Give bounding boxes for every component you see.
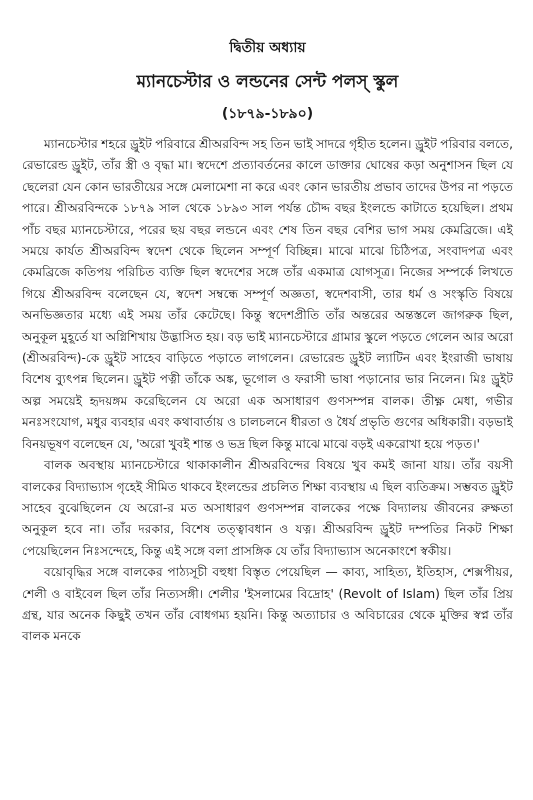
chapter-title: ম্যানচেস্টার ও লন্ডনের সেন্ট পলস্ স্কুল (136, 72, 399, 92)
paragraph-2: বালক অবস্থায় ম্যানচেস্টারে থাকাকালীন শ্রীঅরবিন্দের বিষয়ে খুব কমই জানা যায়। তাঁর বয়সী বালকের বিদ্যাভ্যাস গৃহেই সীমিত থাকবে ইংলন্ডের প্রচলিত শিক্ষা ব্যবস্থায় এ ছিল ব্যতিক্রম। সম্ভবত ড্রুইট সাহেব বুঝেছিলেন যে অরো-র মত অসাধারণ গুণসম্পন্ন বালকের পক্ষে বিদ্যালয় জীবনের রুক্ষতা অনুকূল হবে না। তাঁর দরকার, বিশেষ তত্ত্বাবধান ও যত্ন। শ্রীঅরবিন্দ ড্রুইট দম্পতির নিকট শিক্ষা পেয়েছিলেন নিঃসন্দেহে, কিন্তু এই সঙ্গে বলা প্রাসঙ্গিক যে তাঁর বিদ্যাভ্যাস অনেকাংশে স্বকীয়। (22, 458, 513, 558)
paragraph-1: ম্যানচেস্টার শহরে ড্রুইট পরিবারে শ্রীঅরবিন্দ সহ তিন ভাই সাদরে গৃহীত হলেন। ড্রুইট পরিবার বলতে, রেভারেন্ড ড্রুইট, তাঁর স্ত্রী ও বৃদ্ধা মা। স্বদেশে প্রত্যাবর্তনের কালে ডাক্তার ঘোষের কড়া অনুশাসন ছিল যে ছেলেরা যেন কোন ভারতীয়ের সঙ্গে মেলামেশা না করে এবং কোন ভারতীয় প্রভাব তাদের উপর না পড়তে পারে। শ্রীঅরবিন্দকে ১৮৭৯ সাল থেকে ১৮৯৩ সাল পর্যন্ত চৌদ্দ বছর ইংলন্ডে কাটাতে হয়েছিল। প্রথম পাঁচ বছর ম্যানচেস্টারে, পরের ছয় বছর লন্ডনে এবং শেষ তিন বছর বেশির ভাগ সময় কেমব্রিজে। এই সময়ে কার্যত শ্রীঅরবিন্দ স্বদেশ থেকে ছিলেন সম্পূর্ণ বিচ্ছিন্ন। মাঝে মাঝে চিঠিপত্র, সংবাদপত্র এবং কেমব্রিজে কতিপয় পরিচিত ব্যক্তি ছিল স্বদেশের সঙ্গে তাঁর একমাত্র যোগসূত্র। নিজের সম্পর্কে লিখতে গিয়ে শ্রীঅরবিন্দ বলেছেন যে, স্বদেশ সম্বন্ধে সম্পূর্ণ অজ্ঞতা, স্বদেশবাসী, তার ধর্ম ও সংস্কৃতি বিষয়ে অনভিজ্ঞতার মধ্যে এই সময় তাঁর কেটেছে। কিন্তু স্বদেশপ্রীতি তাঁর অন্তরের অন্তস্তলে জাগরুক ছিল, অনুকূল মুহূর্তে যা অগ্নিশিখায় উদ্ভাসিত হয়। বড় ভাই ম্যানচেস্টারে গ্রামার স্কুলে পড়তে গেলেন আর অরো (শ্রীঅরবিন্দ)-কে ড্রুইট সাহেব বাড়িতে পড়াতে লাগলেন। রেভারেন্ড ড্রুইট ল্যাটিন এবং ইংরাজী ভাষায় বিশেষ ব্যুৎপন্ন ছিলেন। ড্রুইট পত্নী তাঁকে অঙ্ক, ভূগোল ও ফরাসী ভাষা পড়ানোর ভার নিলেন। মিঃ ড্রুইট অল্প সময়েই হৃদয়ঙ্গম করেছিলেন যে অরো এক অসাধারণ গুণসম্পন্ন বালক। তীক্ষ্ণ মেধা, গভীর মনঃসংযোগ, মধুর ব্যবহার এবং কথাবার্তায় ও চালচলনে ধীরতা ও ধৈর্য প্রভৃতি গুণের অধিকারী। বড়ভাই বিনয়ভূষণ বলেছেন যে, 'অরো খুবই শান্ত ও ভদ্র ছিল কিন্তু মাঝে মাঝে বড়ই একরোখা হয়ে পড়ত।' (22, 137, 513, 451)
year-range: (১৮৭৯-১৮৯০) (221, 106, 314, 122)
chapter-heading: দ্বিতীয় অধ্যায় (229, 40, 306, 56)
paragraph-3: বয়োবৃদ্ধির সঙ্গে বালকের পাঠ্যসূচী বহুধা বিস্তৃত পেয়েছিল — কাব্য, সাহিত্য, ইতিহাস, শেক্সপীয়র, শেলী ও বাইবেল ছিল তাঁর নিত্যসঙ্গী। শেলীর 'ইসলামের বিদ্রোহ' (Revolt of Islam) ছিল তাঁর প্রিয় গ্রন্থ, যার অনেক কিছুই তখন তাঁর বোধগম্য হয়নি। কিন্তু অত্যাচার ও অবিচারের থেকে মুক্তির স্বপ্ন তাঁর বালক মনকে (22, 565, 513, 644)
